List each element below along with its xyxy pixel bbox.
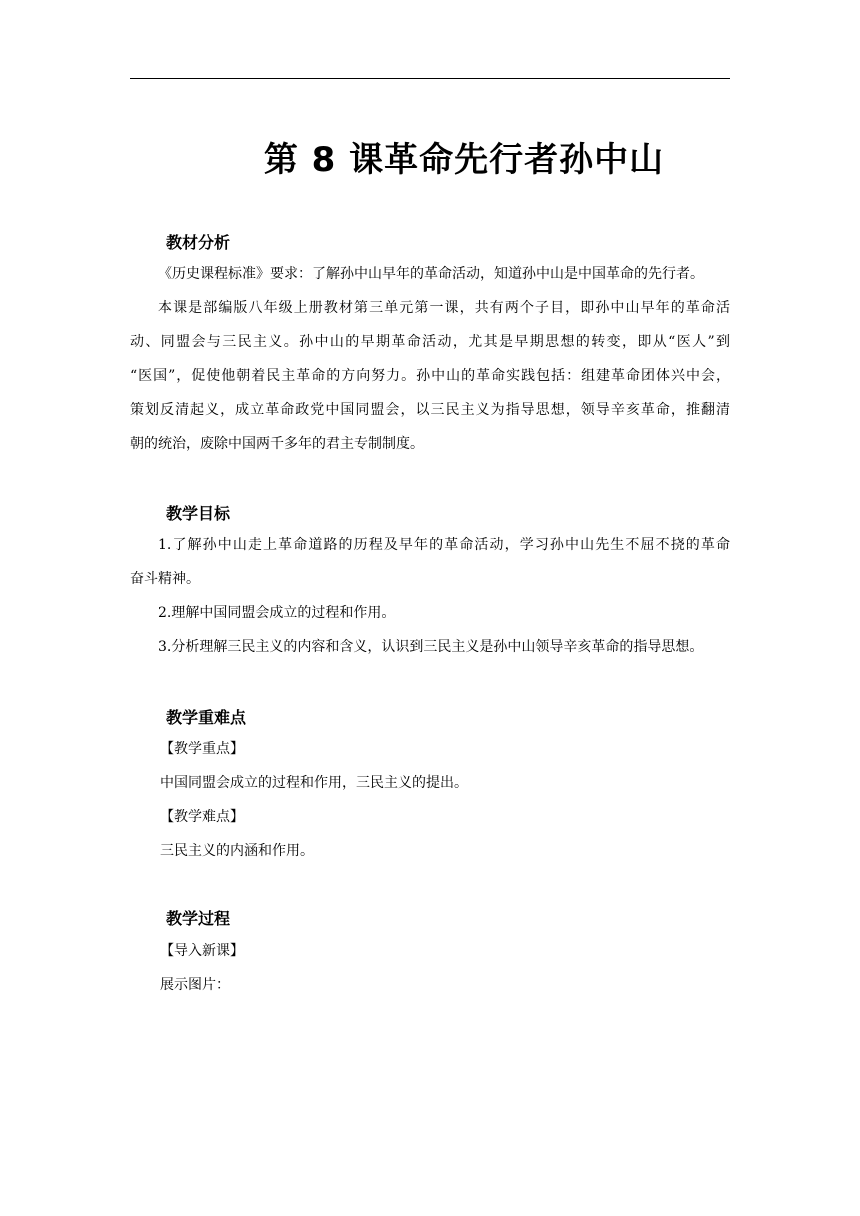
analysis-p2-line-1: 本课是部编版八年级上册教材第三单元第一课，共有两个子目，即孙中山早年的革命活	[158, 300, 730, 316]
objective-1-line-2: 奋斗精神。	[130, 571, 200, 587]
objective-item-1	[130, 528, 730, 596]
analysis-paragraph-2	[130, 291, 730, 461]
objective-1-line-1: 1.了解孙中山走上革命道路的历程及早年的革命活动，学习孙中山先生不屈不挠的革命	[158, 537, 730, 553]
difficulty-text: 三民主义的内涵和作用。	[160, 843, 314, 859]
intro-text: 展示图片：	[160, 977, 230, 993]
analysis-p2-line-5: 朝的统治，废除中国两千多年的君主专制制度。	[130, 436, 424, 452]
analysis-p1-line: 《历史课程标准》要求：了解孙中山早年的革命活动，知道孙中山是中国革命的先行者。	[158, 266, 704, 282]
section-heading-key-points: 教学重难点	[166, 708, 247, 727]
intro-label: 【导入新课】	[160, 943, 244, 959]
section-heading-analysis: 教材分析	[166, 233, 231, 252]
focus-text: 中国同盟会成立的过程和作用，三民主义的提出。	[160, 775, 468, 791]
section-heading-objectives: 教学目标	[166, 504, 231, 523]
analysis-p2-line-3: “医国”，促使他朝着民主革命的方向努力。孙中山的革命实践包括：组建革命团体兴中会，	[130, 368, 730, 384]
analysis-p2-line-4: 策划反清起义，成立革命政党中国同盟会，以三民主义为指导思想，领导辛亥革命，推翻清	[130, 402, 730, 418]
objective-item-2	[130, 596, 730, 630]
analysis-p2-line-2: 动、同盟会与三民主义。孙中山的早期革命活动，尤其是早期思想的转变，即从“医人”到	[130, 334, 730, 350]
header-rule	[130, 78, 730, 79]
analysis-paragraph-1	[130, 257, 730, 291]
focus-label: 【教学重点】	[160, 741, 244, 757]
document-title: 第 8 课革命先行者孙中山	[263, 140, 665, 180]
section-heading-process: 教学过程	[166, 909, 231, 928]
difficulty-label: 【教学难点】	[160, 809, 244, 825]
objective-3-line: 3.分析理解三民主义的内容和含义，认识到三民主义是孙中山领导辛亥革命的指导思想。	[158, 639, 704, 655]
objective-item-3	[130, 630, 730, 664]
objective-2-line: 2.理解中国同盟会成立的过程和作用。	[158, 605, 396, 621]
